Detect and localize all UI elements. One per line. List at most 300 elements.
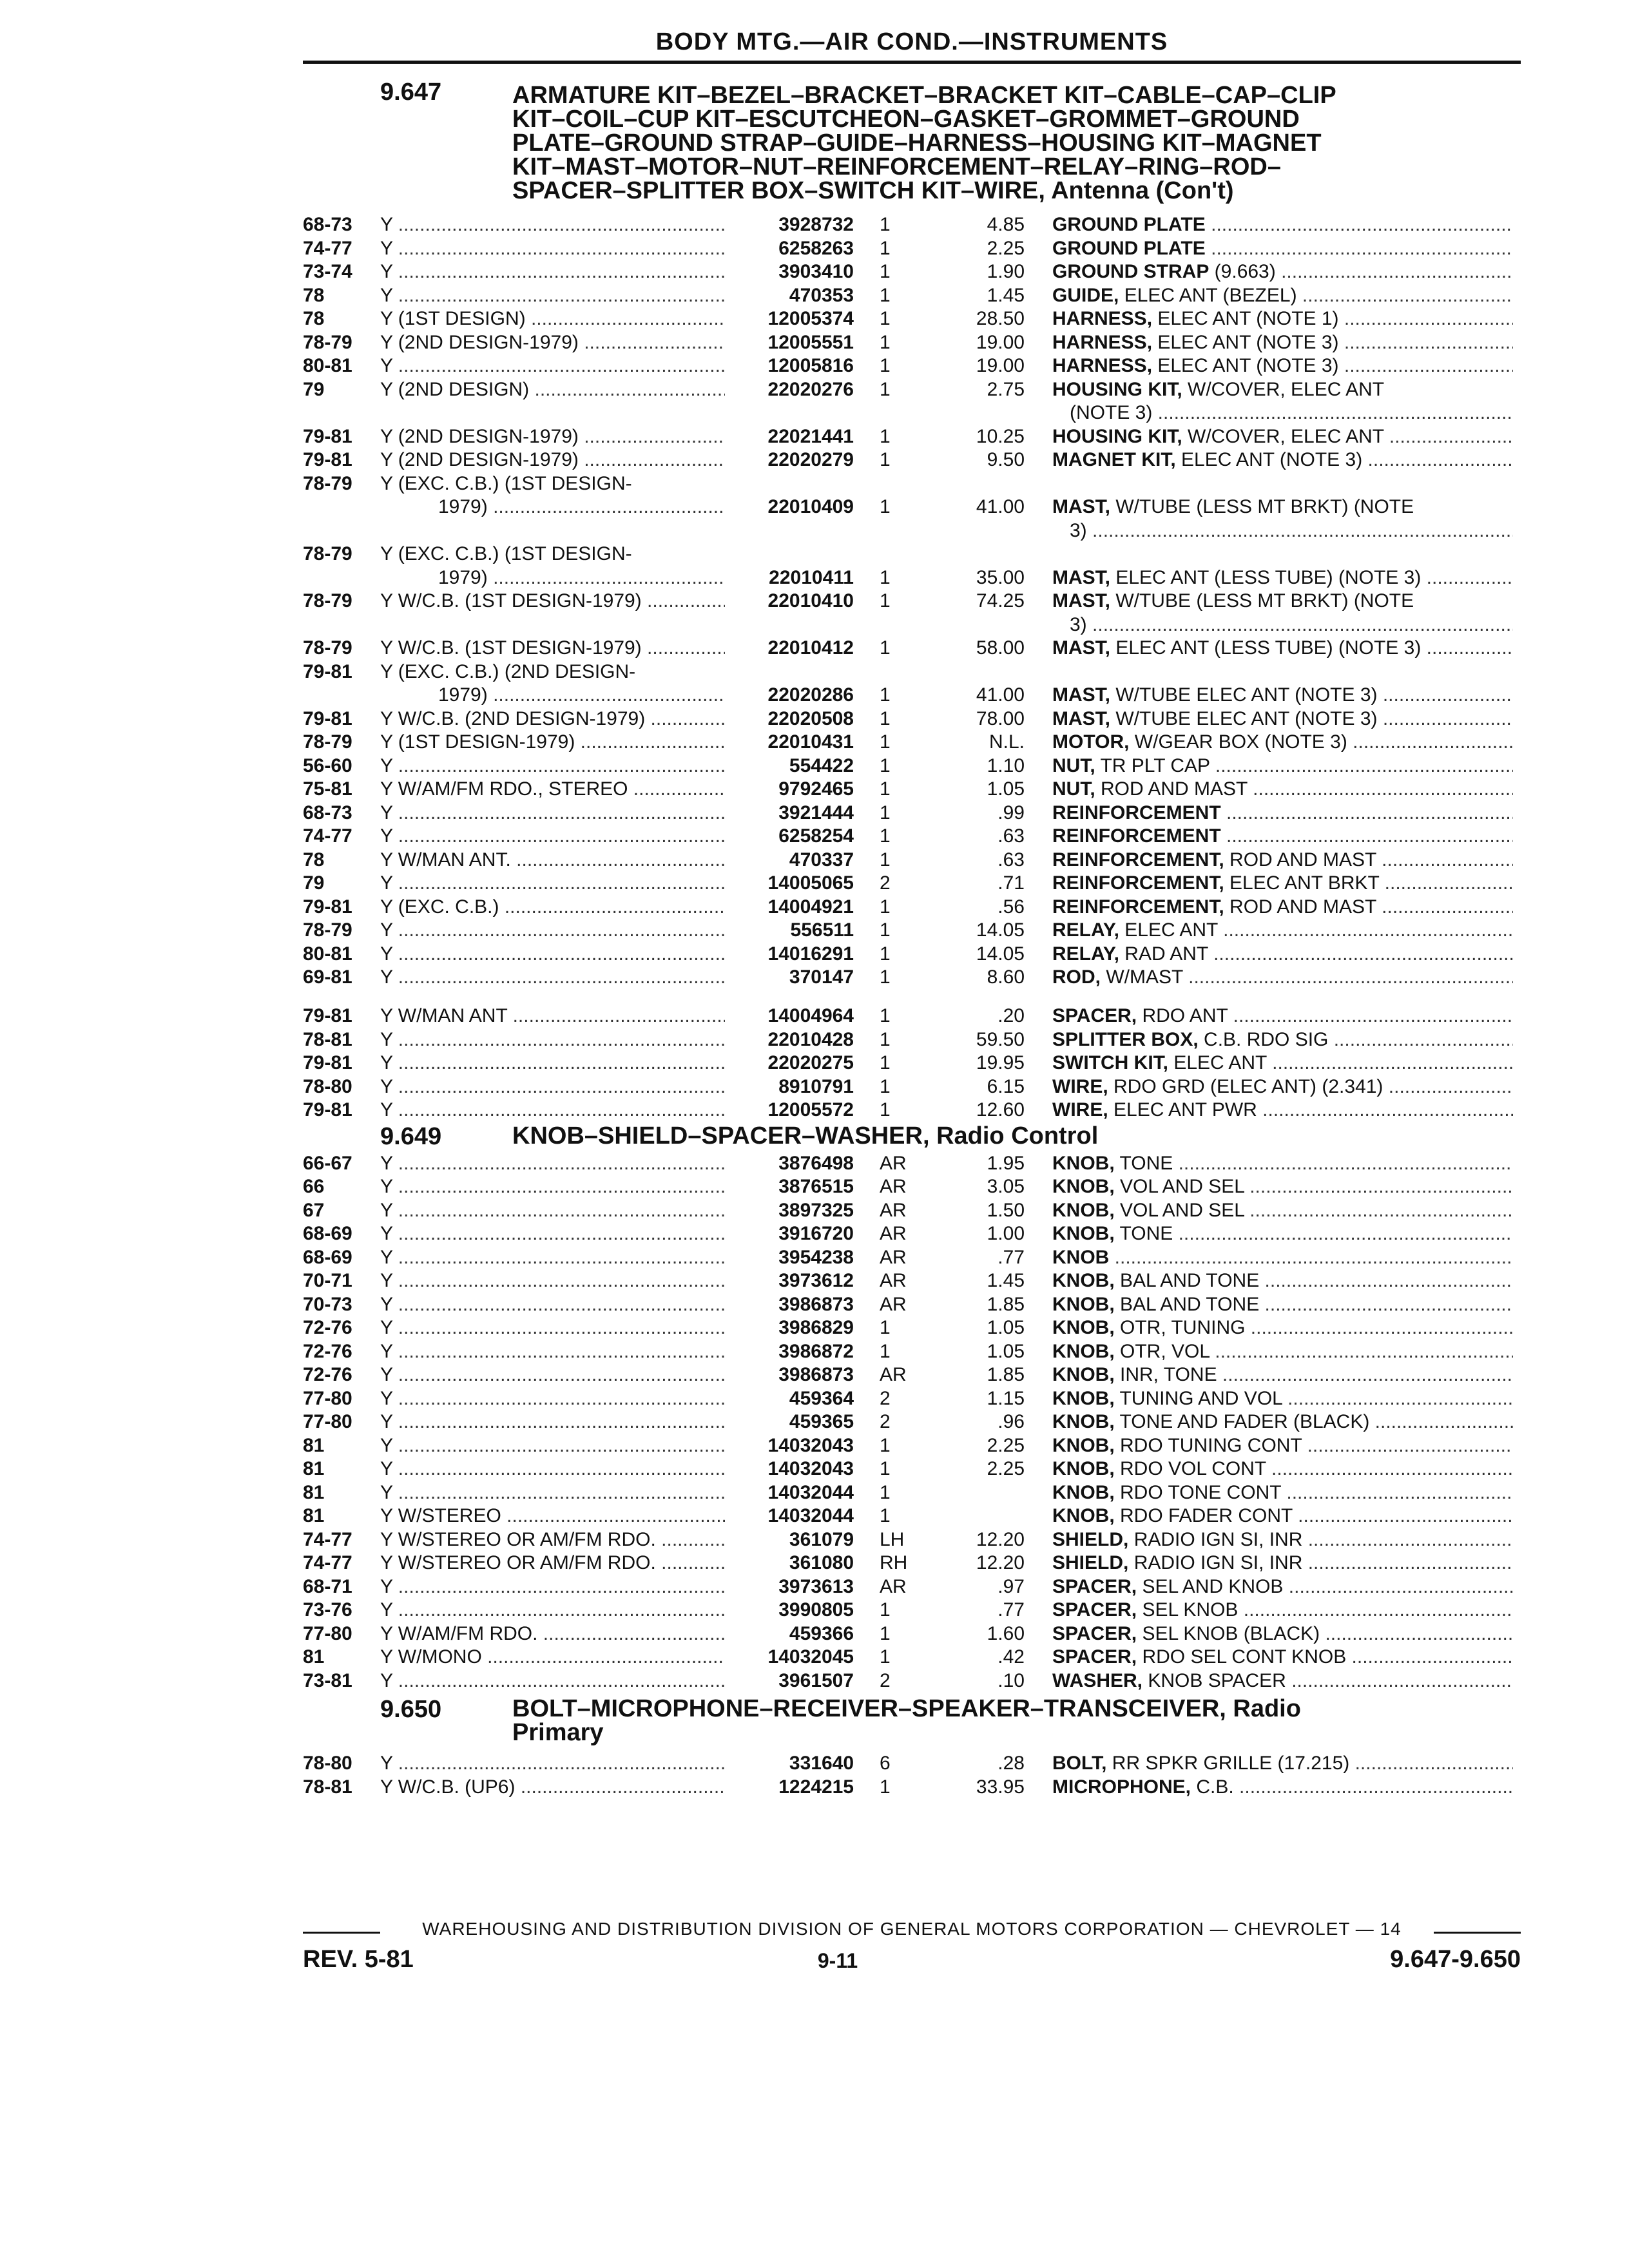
- part-name: MAST, W/TUBE (LESS MT BRKT) (NOTE: [1052, 496, 1414, 517]
- year-range: 79-81: [303, 1099, 352, 1121]
- usage-description: Y W/C.B. (1ST DESIGN-1979) .....: [380, 589, 725, 613]
- price: 1.05: [987, 1317, 1025, 1339]
- quantity: 1: [880, 1622, 891, 1644]
- quantity: 1: [880, 731, 891, 753]
- price: 1.05: [987, 778, 1025, 800]
- part-number: 3954238: [778, 1246, 854, 1268]
- usage-description: Y W/AM/FM RDO. .....: [380, 1622, 725, 1646]
- usage-description: Y .....: [380, 1481, 725, 1504]
- usage-description: Y W/STEREO OR AM/FM RDO. .....: [380, 1528, 725, 1552]
- price: .99: [998, 802, 1025, 823]
- part-name-keyword: KNOB: [1052, 1246, 1110, 1268]
- quantity: 1: [880, 896, 891, 918]
- year-range: 79-81: [303, 425, 352, 447]
- price: 1.50: [987, 1199, 1025, 1221]
- price: .96: [998, 1411, 1025, 1433]
- part-name: WASHER, KNOB SPACER .....: [1052, 1669, 1513, 1693]
- part-name-keyword: SPACER,: [1052, 1646, 1137, 1668]
- part-name: SPACER, RDO ANT .....: [1052, 1004, 1513, 1028]
- price: .63: [998, 849, 1025, 870]
- year-range: 78: [303, 849, 325, 870]
- part-name: ROD, W/MAST .....: [1052, 965, 1513, 989]
- usage-description: Y W/C.B. (1ST DESIGN-1979) .....: [380, 636, 725, 660]
- quantity: 2: [880, 1387, 891, 1409]
- part-number: 554422: [789, 754, 854, 776]
- quantity: 2: [880, 1411, 891, 1433]
- usage-description: Y W/C.B. (2ND DESIGN-1979) .....: [380, 707, 725, 731]
- footer-division-line: WAREHOUSING AND DISTRIBUTION DIVISION OF GENERAL MOTORS CORPORATION — CHEVROLET — 14: [422, 1919, 1402, 1939]
- quantity: AR: [880, 1176, 907, 1198]
- part-name: [1052, 213, 1513, 236]
- page-header-title: BODY MTG.—AIR COND.—INSTRUMENTS: [655, 28, 1168, 55]
- part-name-keyword: HARNESS,: [1052, 331, 1153, 353]
- part-name-keyword: HARNESS,: [1052, 355, 1153, 376]
- table-row: [0, 1098, 1629, 1122]
- year-range: 67: [303, 1199, 325, 1221]
- part-number: 12005572: [767, 1099, 854, 1121]
- usage-description: Y .....: [380, 1245, 725, 1269]
- year-range: 72-76: [303, 1364, 352, 1386]
- part-number: 556511: [790, 919, 854, 941]
- part-number: 370147: [789, 966, 854, 988]
- quantity: AR: [880, 1575, 907, 1597]
- quantity: 2: [880, 1669, 891, 1691]
- section-title: [512, 1697, 1518, 1745]
- year-range: 79-81: [303, 660, 352, 682]
- year-range: 68-69: [303, 1246, 352, 1268]
- part-name-keyword: GROUND PLATE: [1052, 237, 1206, 259]
- part-name: HARNESS, ELEC ANT (NOTE 1) .....: [1052, 307, 1513, 331]
- price: .20: [998, 1005, 1025, 1027]
- price: 1.10: [987, 754, 1025, 776]
- part-name-keyword: KNOB,: [1052, 1340, 1115, 1362]
- part-name: MAST, ELEC ANT (LESS TUBE) (NOTE 3) .....: [1052, 566, 1513, 590]
- table-row: [0, 1151, 1629, 1175]
- part-name: KNOB, VOL AND SEL .....: [1052, 1198, 1513, 1222]
- usage-description-continued: 1979) .....: [438, 683, 725, 707]
- part-name: [1052, 824, 1513, 848]
- part-name-keyword: MAST,: [1052, 707, 1110, 729]
- part-number: 9792465: [778, 778, 854, 800]
- part-name: HOUSING KIT, W/COVER, ELEC ANT .....: [1052, 425, 1513, 448]
- table-row: [0, 1504, 1629, 1528]
- year-range: 81: [303, 1481, 325, 1503]
- part-name: KNOB, INR, TONE .....: [1052, 1363, 1513, 1387]
- part-name-keyword: REINFORCEMENT,: [1052, 849, 1224, 870]
- price: 1.15: [987, 1387, 1025, 1409]
- part-name-keyword: HOUSING KIT,: [1052, 425, 1182, 447]
- part-name: REINFORCEMENT, ROD AND MAST .....: [1052, 895, 1513, 919]
- table-row: [0, 754, 1629, 778]
- quantity: 1: [880, 496, 891, 517]
- part-name-keyword: MAST,: [1052, 590, 1110, 611]
- part-name-keyword: MOTOR,: [1052, 731, 1130, 753]
- table-row-name-continued: [0, 613, 1629, 637]
- year-range: 69-81: [303, 966, 352, 988]
- usage-description: Y .....: [380, 1028, 725, 1052]
- part-name: KNOB, BAL AND TONE .....: [1052, 1269, 1513, 1293]
- quantity: 6: [880, 1753, 891, 1774]
- usage-description: Y .....: [380, 824, 725, 848]
- year-range: 79-81: [303, 1052, 352, 1074]
- year-range: 70-71: [303, 1270, 352, 1292]
- table-row: [0, 707, 1629, 731]
- table-row: [0, 236, 1629, 260]
- part-name: WIRE, RDO GRD (ELEC ANT) (2.341) .....: [1052, 1075, 1513, 1099]
- part-number: 3903410: [778, 261, 854, 282]
- year-range: 66-67: [303, 1152, 352, 1174]
- year-range: 81: [303, 1505, 325, 1527]
- usage-description: Y .....: [380, 871, 725, 895]
- section-title-line: Primary: [512, 1719, 604, 1747]
- usage-description: Y .....: [380, 236, 725, 260]
- quantity: AR: [880, 1270, 907, 1292]
- usage-description: Y .....: [380, 354, 725, 378]
- part-name-keyword: WASHER,: [1052, 1669, 1143, 1691]
- usage-description: Y .....: [380, 1316, 725, 1340]
- usage-description: Y (2ND DESIGN-1979) .....: [380, 448, 725, 472]
- usage-description: Y (2ND DESIGN-1979) .....: [380, 425, 725, 448]
- table-row: [0, 1363, 1629, 1387]
- quantity: 1: [880, 1458, 891, 1480]
- part-name-keyword: REINFORCEMENT,: [1052, 872, 1224, 894]
- part-number: 14032044: [767, 1481, 854, 1503]
- part-number: 14016291: [767, 943, 854, 965]
- quantity: AR: [880, 1223, 907, 1245]
- quantity: 1: [880, 1340, 891, 1362]
- part-name-keyword: KNOB,: [1052, 1176, 1115, 1198]
- table-row: [0, 1645, 1629, 1669]
- year-range: 80-81: [303, 355, 352, 376]
- year-range: 81: [303, 1458, 325, 1480]
- part-number: 22020279: [767, 449, 854, 470]
- part-name: KNOB, OTR, VOL .....: [1052, 1340, 1513, 1363]
- table-row: [0, 1075, 1629, 1099]
- header-rule: [303, 61, 1521, 64]
- quantity: 1: [880, 778, 891, 800]
- part-number: 22010410: [767, 590, 854, 611]
- quantity: 1: [880, 261, 891, 282]
- table-row: [0, 1598, 1629, 1622]
- table-row: [0, 1622, 1629, 1646]
- price: .28: [998, 1753, 1025, 1774]
- part-number: 3916720: [778, 1223, 854, 1245]
- part-number: 470353: [789, 284, 854, 306]
- price: 1.85: [987, 1364, 1025, 1386]
- table-row: [0, 777, 1629, 801]
- part-number: 3986829: [778, 1317, 854, 1339]
- part-number: 1224215: [778, 1776, 854, 1798]
- price: .10: [998, 1669, 1025, 1691]
- table-row: [0, 1457, 1629, 1481]
- footer-page-number: 9-11: [817, 1949, 858, 1972]
- part-name: KNOB, OTR, TUNING .....: [1052, 1316, 1513, 1340]
- year-range: 74-77: [303, 825, 352, 847]
- price: 28.50: [976, 308, 1025, 329]
- year-range: 74-77: [303, 1528, 352, 1550]
- usage-description: Y .....: [380, 213, 725, 236]
- quantity: 1: [880, 284, 891, 306]
- year-range: 78-80: [303, 1753, 352, 1774]
- table-row: [0, 1575, 1629, 1599]
- quantity: RH: [880, 1552, 908, 1574]
- section-title-line: ARMATURE KIT–BEZEL–BRACKET–BRACKET KIT–CABLE–CAP–CLIP: [512, 82, 1336, 109]
- part-name-keyword: ROD,: [1052, 966, 1101, 988]
- usage-description: Y .....: [380, 1222, 725, 1245]
- quantity: 1: [880, 1434, 891, 1456]
- part-name: RELAY, RAD ANT .....: [1052, 942, 1513, 966]
- part-name: MAST, W/TUBE ELEC ANT (NOTE 3) .....: [1052, 707, 1513, 731]
- table-row: [0, 284, 1629, 307]
- price: .77: [998, 1599, 1025, 1621]
- part-name-keyword: KNOB,: [1052, 1505, 1115, 1527]
- part-name: KNOB, RDO FADER CONT .....: [1052, 1504, 1513, 1528]
- part-name: KNOB, BAL AND TONE .....: [1052, 1293, 1513, 1316]
- price: 19.00: [976, 355, 1025, 376]
- usage-description: Y (1ST DESIGN) .....: [380, 307, 725, 331]
- usage-description: Y .....: [380, 1051, 725, 1075]
- part-name-keyword: KNOB,: [1052, 1317, 1115, 1339]
- part-number: 14032044: [767, 1505, 854, 1527]
- part-number: 14032043: [767, 1434, 854, 1456]
- part-name: BOLT, RR SPKR GRILLE (17.215) .....: [1052, 1751, 1513, 1775]
- part-number: 22020286: [767, 684, 854, 706]
- price: .63: [998, 825, 1025, 847]
- usage-description: Y .....: [380, 1575, 725, 1599]
- price: 2.25: [987, 1434, 1025, 1456]
- part-number: 3986873: [778, 1293, 854, 1315]
- table-row: [0, 942, 1629, 966]
- price: 10.25: [976, 425, 1025, 447]
- year-range: 74-77: [303, 237, 352, 259]
- part-name: KNOB, TUNING AND VOL .....: [1052, 1387, 1513, 1410]
- section-title: [512, 84, 1518, 203]
- price: 8.60: [987, 966, 1025, 988]
- table-row: [0, 636, 1629, 660]
- part-number: 22020275: [767, 1052, 854, 1074]
- part-name: [1052, 236, 1513, 260]
- year-range: 68-73: [303, 802, 352, 823]
- year-range: 80-81: [303, 943, 352, 965]
- quantity: 1: [880, 449, 891, 470]
- table-row: [0, 1245, 1629, 1269]
- usage-description: Y .....: [380, 1387, 725, 1410]
- usage-description: Y W/MONO .....: [380, 1645, 725, 1669]
- table-row-name-continued: [0, 401, 1629, 425]
- quantity: 1: [880, 825, 891, 847]
- price: 19.95: [976, 1052, 1025, 1074]
- year-range: 81: [303, 1646, 325, 1668]
- usage-description-continued: 1979) .....: [438, 566, 725, 590]
- year-range: 78: [303, 284, 325, 306]
- table-row: [0, 1028, 1629, 1052]
- part-name: SHIELD, RADIO IGN SI, INR .....: [1052, 1551, 1513, 1575]
- table-row: [0, 1269, 1629, 1293]
- part-name-keyword: RELAY,: [1052, 919, 1119, 941]
- part-name-keyword: NUT,: [1052, 754, 1095, 776]
- quantity: 1: [880, 1481, 891, 1503]
- price: 1.60: [987, 1622, 1025, 1644]
- part-name: SPACER, SEL AND KNOB .....: [1052, 1575, 1513, 1599]
- part-name: NUT, ROD AND MAST .....: [1052, 777, 1513, 801]
- usage-description: Y .....: [380, 284, 725, 307]
- table-row: [0, 1175, 1629, 1198]
- price: 3.05: [987, 1176, 1025, 1198]
- quantity: 1: [880, 1505, 891, 1527]
- usage-description: Y .....: [380, 1363, 725, 1387]
- price: 58.00: [976, 637, 1025, 658]
- part-number: 22010411: [769, 566, 854, 588]
- part-name: SHIELD, RADIO IGN SI, INR .....: [1052, 1528, 1513, 1552]
- part-name: GROUND STRAP (9.663) .....: [1052, 260, 1513, 284]
- part-name: KNOB, RDO TONE CONT .....: [1052, 1481, 1513, 1504]
- price: 35.00: [976, 566, 1025, 588]
- year-range: 78-79: [303, 731, 352, 753]
- part-name-keyword: SPACER,: [1052, 1575, 1137, 1597]
- price: 1.05: [987, 1340, 1025, 1362]
- part-name-keyword: MAGNET KIT,: [1052, 449, 1176, 470]
- part-number: 3973612: [778, 1270, 854, 1292]
- quantity: 1: [880, 943, 891, 965]
- part-number: 3973613: [778, 1575, 854, 1597]
- part-number: 3928732: [778, 214, 854, 235]
- usage-description: Y .....: [380, 965, 725, 989]
- table-row: [0, 331, 1629, 354]
- section-title-line: PLATE–GROUND STRAP–GUIDE–HARNESS–HOUSING KIT–MAGNET: [512, 130, 1322, 157]
- usage-description: Y .....: [380, 801, 725, 825]
- part-name-keyword: KNOB,: [1052, 1364, 1115, 1386]
- part-name-keyword: BOLT,: [1052, 1753, 1107, 1774]
- part-name-continued: (NOTE 3) .....: [1070, 401, 1513, 425]
- price: 41.00: [976, 496, 1025, 517]
- part-number: 12005551: [767, 331, 854, 353]
- price: 12.20: [976, 1528, 1025, 1550]
- part-number: 6258254: [778, 825, 854, 847]
- quantity: 1: [880, 1646, 891, 1668]
- year-range: 78-80: [303, 1075, 352, 1097]
- year-range: 77-80: [303, 1387, 352, 1409]
- part-name-keyword: KNOB,: [1052, 1223, 1115, 1245]
- quantity: 1: [880, 214, 891, 235]
- year-range: 78-79: [303, 590, 352, 611]
- usage-description: Y .....: [380, 260, 725, 284]
- section-number: 9.647: [380, 79, 442, 106]
- part-name: MAST, W/TUBE (LESS MT BRKT) (NOTE: [1052, 590, 1414, 611]
- table-row: [0, 1551, 1629, 1575]
- part-name: MAGNET KIT, ELEC ANT (NOTE 3) .....: [1052, 448, 1513, 472]
- part-name-keyword: HOUSING KIT,: [1052, 378, 1182, 400]
- year-range: 74-77: [303, 1552, 352, 1574]
- quantity: 1: [880, 684, 891, 706]
- year-range: 79-81: [303, 449, 352, 470]
- part-number: 3986872: [778, 1340, 854, 1362]
- section-title-line: BOLT–MICROPHONE–RECEIVER–SPEAKER–TRANSCEIVER, Radio: [512, 1695, 1301, 1723]
- quantity: AR: [880, 1364, 907, 1386]
- part-name: KNOB, TONE AND FADER (BLACK) .....: [1052, 1410, 1513, 1434]
- part-number: 22010431: [767, 731, 854, 753]
- price: 9.50: [987, 449, 1025, 470]
- table-row: [0, 848, 1629, 872]
- part-name-keyword: GUIDE,: [1052, 284, 1119, 306]
- year-range: 79-81: [303, 1005, 352, 1027]
- usage-description: Y W/MAN ANT .....: [380, 1004, 725, 1028]
- part-name-keyword: REINFORCEMENT,: [1052, 896, 1224, 918]
- part-number: 14004921: [767, 896, 854, 918]
- part-name: HARNESS, ELEC ANT (NOTE 3) .....: [1052, 354, 1513, 378]
- section-number: 9.650: [380, 1696, 442, 1724]
- usage-description: Y .....: [380, 1175, 725, 1198]
- usage-description: Y .....: [380, 918, 725, 942]
- part-number: 459364: [789, 1387, 854, 1409]
- part-name-keyword: WIRE,: [1052, 1075, 1108, 1097]
- usage-description: Y .....: [380, 1457, 725, 1481]
- year-range: 72-76: [303, 1317, 352, 1339]
- quantity: 1: [880, 1099, 891, 1121]
- part-number: 22010412: [767, 637, 854, 658]
- part-name-keyword: MICROPHONE,: [1052, 1776, 1191, 1798]
- table-row: [0, 918, 1629, 942]
- part-name-keyword: KNOB,: [1052, 1458, 1115, 1480]
- year-range: 78-81: [303, 1776, 352, 1798]
- table-row-values: [0, 683, 1629, 707]
- table-row: [0, 354, 1629, 378]
- part-number: 14004964: [767, 1005, 854, 1027]
- price: .77: [998, 1246, 1025, 1268]
- table-row: [0, 1198, 1629, 1222]
- usage-description: Y .....: [380, 1269, 725, 1293]
- year-range: 66: [303, 1176, 325, 1198]
- part-name-keyword: SHIELD,: [1052, 1552, 1129, 1574]
- usage-description: Y (2ND DESIGN-1979) .....: [380, 331, 725, 354]
- table-row: [0, 448, 1629, 472]
- quantity: AR: [880, 1152, 907, 1174]
- part-name-keyword: SPACER,: [1052, 1599, 1137, 1621]
- part-name-keyword: KNOB,: [1052, 1411, 1115, 1433]
- part-number: 22010428: [767, 1028, 854, 1050]
- year-range: 78-79: [303, 543, 352, 564]
- year-range: 78-81: [303, 1028, 352, 1050]
- part-name: KNOB, VOL AND SEL .....: [1052, 1175, 1513, 1198]
- usage-description: Y (EXC. C.B.) (1ST DESIGN-: [380, 543, 632, 564]
- quantity: 1: [880, 1599, 891, 1621]
- quantity: LH: [880, 1528, 905, 1550]
- year-range: 79-81: [303, 707, 352, 729]
- quantity: 1: [880, 707, 891, 729]
- price: 1.90: [987, 261, 1025, 282]
- section-number: 9.649: [380, 1122, 442, 1150]
- table-row: [0, 1410, 1629, 1434]
- usage-description: Y W/AM/FM RDO., STEREO .....: [380, 777, 725, 801]
- part-name: WIRE, ELEC ANT PWR .....: [1052, 1098, 1513, 1122]
- usage-description: Y (2ND DESIGN) .....: [380, 378, 725, 401]
- price: 14.05: [976, 943, 1025, 965]
- part-name-keyword: MAST,: [1052, 637, 1110, 658]
- quantity: 1: [880, 1005, 891, 1027]
- year-range: 78-79: [303, 919, 352, 941]
- part-name-keyword: KNOB,: [1052, 1387, 1115, 1409]
- quantity: 2: [880, 872, 891, 894]
- table-row: [0, 1293, 1629, 1316]
- usage-description: Y .....: [380, 1410, 725, 1434]
- part-number: 3961507: [778, 1669, 854, 1691]
- quantity: 1: [880, 1776, 891, 1798]
- table-row: [0, 1669, 1629, 1693]
- part-name-keyword: GROUND PLATE: [1052, 214, 1206, 235]
- part-number: 22021441: [767, 425, 854, 447]
- price: 19.00: [976, 331, 1025, 353]
- part-name-keyword: NUT,: [1052, 778, 1095, 800]
- section-title: [512, 1124, 1518, 1148]
